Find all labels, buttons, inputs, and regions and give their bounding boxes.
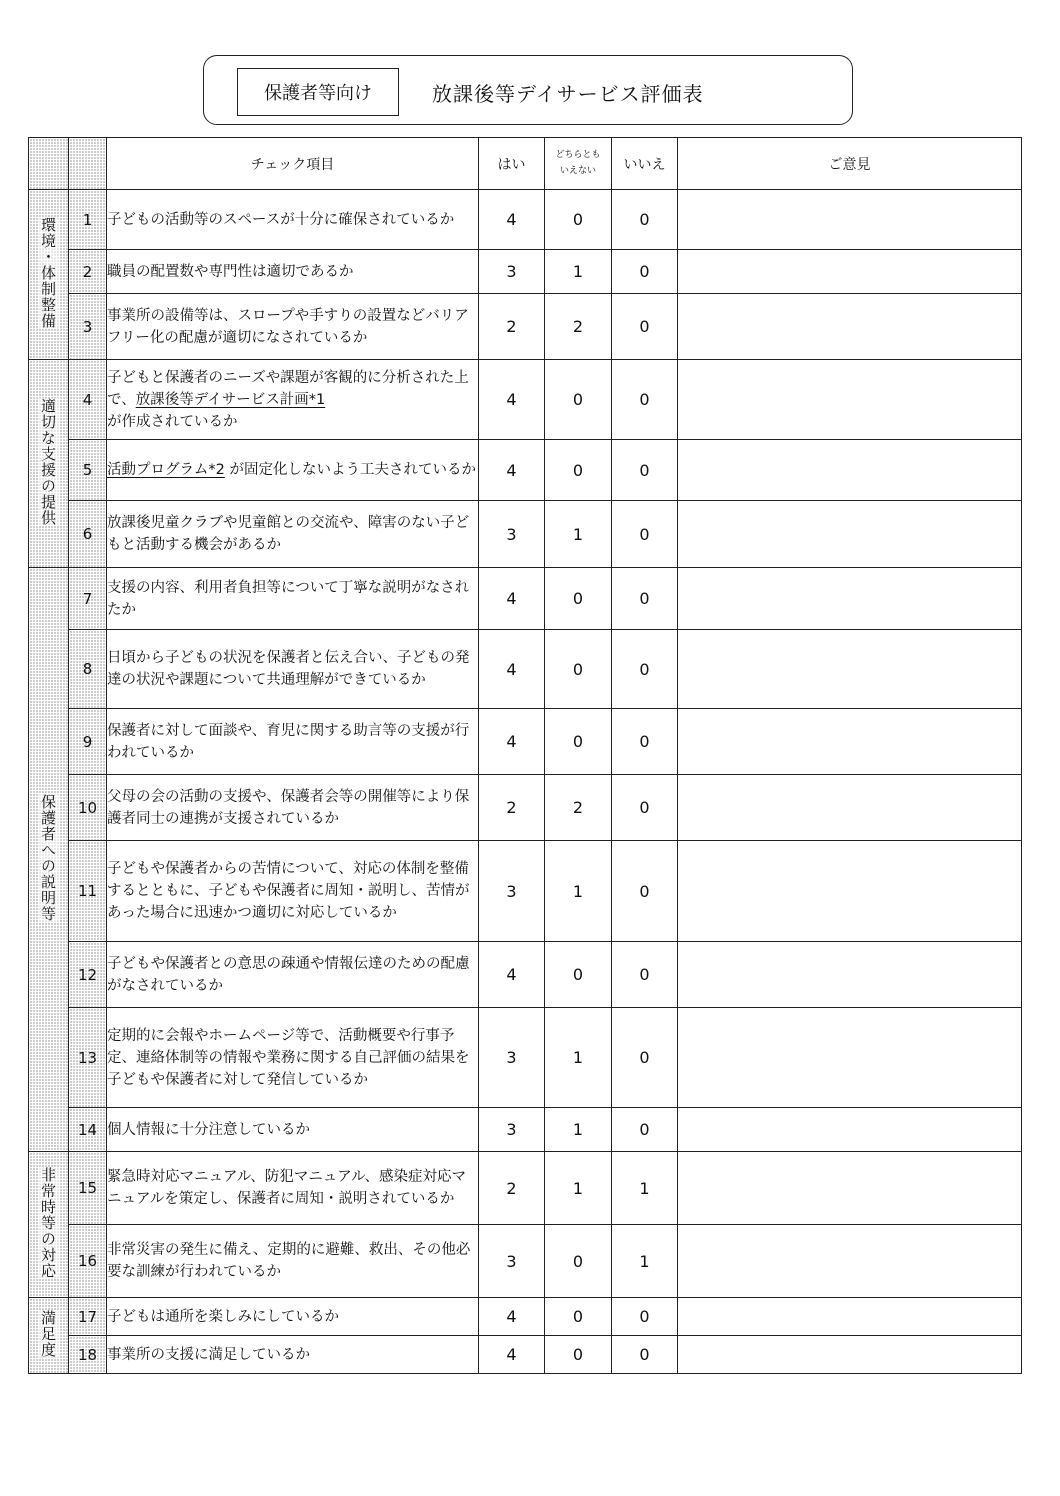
yes-count: 2 <box>479 775 545 841</box>
title-box <box>203 55 853 125</box>
table-row <box>29 1152 1022 1225</box>
neither-count: 2 <box>545 294 612 360</box>
no-count: 0 <box>612 190 678 250</box>
check-item: 子どもと保護者のニーズや課題が客観的に分析された上で、放課後等デイサービス計画*1 が作成されているか <box>107 360 479 440</box>
neither-count: 0 <box>545 630 612 709</box>
category-header <box>29 138 69 190</box>
table-row <box>29 1336 1022 1374</box>
yes-count: 2 <box>479 1152 545 1225</box>
row-number: 14 <box>69 1108 107 1152</box>
opinion-cell <box>678 501 1022 568</box>
no-count: 0 <box>612 775 678 841</box>
check-item: 放課後児童クラブや児童館との交流や、障害のない子どもと活動する機会があるか <box>107 501 479 568</box>
yes-header: はい <box>479 138 545 190</box>
row-number: 5 <box>69 440 107 501</box>
no-count: 0 <box>612 250 678 294</box>
row-number: 16 <box>69 1225 107 1298</box>
check-item: 事業所の設備等は、スロープや手すりの設置などバリアフリー化の配慮が適切になされているか <box>107 294 479 360</box>
neither-count: 1 <box>545 1008 612 1108</box>
opinion-cell <box>678 1225 1022 1298</box>
no-count: 0 <box>612 841 678 942</box>
table-row <box>29 1108 1022 1152</box>
header-row <box>29 138 1022 190</box>
item-header: チェック項目 <box>107 138 479 190</box>
no-count: 0 <box>612 501 678 568</box>
yes-count: 4 <box>479 190 545 250</box>
yes-count: 3 <box>479 1225 545 1298</box>
neither-count: 1 <box>545 1108 612 1152</box>
table-row <box>29 568 1022 630</box>
neither-count: 1 <box>545 250 612 294</box>
program-reference: 活動プログラム*2 <box>107 462 225 478</box>
opinion-cell <box>678 440 1022 501</box>
neither-count: 0 <box>545 709 612 775</box>
yes-count: 4 <box>479 360 545 440</box>
row-number: 13 <box>69 1008 107 1108</box>
neither-count: 1 <box>545 1152 612 1225</box>
yes-count: 3 <box>479 501 545 568</box>
check-item: 子どもや保護者からの苦情について、対応の体制を整備するとともに、子どもや保護者に周知・説明し、苦情があった場合に迅速かつ適切に対応しているか <box>107 841 479 942</box>
yes-count: 4 <box>479 630 545 709</box>
row-number: 9 <box>69 709 107 775</box>
opinion-cell <box>678 360 1022 440</box>
row-number: 15 <box>69 1152 107 1225</box>
no-count: 0 <box>612 568 678 630</box>
neither-count: 0 <box>545 1336 612 1374</box>
no-count: 0 <box>612 1298 678 1336</box>
row-number: 2 <box>69 250 107 294</box>
opinion-cell <box>678 709 1022 775</box>
neither-count: 0 <box>545 942 612 1008</box>
neither-count: 1 <box>545 501 612 568</box>
check-item: 緊急時対応マニュアル、防犯マニュアル、感染症対応マニュアルを策定し、保護者に周知・説明されているか <box>107 1152 479 1225</box>
yes-count: 4 <box>479 1336 545 1374</box>
no-count: 0 <box>612 1336 678 1374</box>
table-row <box>29 775 1022 841</box>
check-item: 保護者に対して面談や、育児に関する助言等の支援が行われているか <box>107 709 479 775</box>
table-row <box>29 360 1022 440</box>
opinion-cell <box>678 1152 1022 1225</box>
no-count: 0 <box>612 294 678 360</box>
table-row <box>29 630 1022 709</box>
table-row <box>29 841 1022 942</box>
opinion-cell <box>678 190 1022 250</box>
opinion-cell <box>678 1298 1022 1336</box>
opinion-header: ご意見 <box>678 138 1022 190</box>
no-count: 0 <box>612 630 678 709</box>
neither-count: 0 <box>545 1298 612 1336</box>
check-item: 支援の内容、利用者負担等について丁寧な説明がなされたか <box>107 568 479 630</box>
check-item: 職員の配置数や専門性は適切であるか <box>107 250 479 294</box>
row-number: 8 <box>69 630 107 709</box>
neither-count: 2 <box>545 775 612 841</box>
neither-count: 1 <box>545 841 612 942</box>
row-number: 7 <box>69 568 107 630</box>
category-satisfaction: 満足度 <box>29 1298 69 1374</box>
opinion-cell <box>678 630 1022 709</box>
opinion-cell <box>678 1108 1022 1152</box>
number-header <box>69 138 107 190</box>
no-count: 0 <box>612 1108 678 1152</box>
table-row <box>29 942 1022 1008</box>
no-count: 1 <box>612 1225 678 1298</box>
no-count: 1 <box>612 1152 678 1225</box>
page-title: 放課後等デイサービス評価表 <box>432 82 704 106</box>
plan-reference: 放課後等デイサービス計画*1 <box>135 391 326 408</box>
yes-count: 3 <box>479 250 545 294</box>
no-count: 0 <box>612 1008 678 1108</box>
no-count: 0 <box>612 440 678 501</box>
row-number: 11 <box>69 841 107 942</box>
check-item: 子どもは通所を楽しみにしているか <box>107 1298 479 1336</box>
check-item: 活動プログラム*2 が固定化しないよう工夫されているか <box>107 440 479 501</box>
table-row <box>29 190 1022 250</box>
category-emergency: 非常時等の対応 <box>29 1152 69 1298</box>
opinion-cell <box>678 841 1022 942</box>
check-item: 非常災害の発生に備え、定期的に避難、救出、その他必要な訓練が行われているか <box>107 1225 479 1298</box>
check-item: 子どもの活動等のスペースが十分に確保されているか <box>107 190 479 250</box>
row-number: 12 <box>69 942 107 1008</box>
yes-count: 4 <box>479 568 545 630</box>
yes-count: 4 <box>479 709 545 775</box>
table-row <box>29 1008 1022 1108</box>
yes-count: 3 <box>479 1008 545 1108</box>
yes-count: 4 <box>479 1298 545 1336</box>
table-row <box>29 294 1022 360</box>
category-explanation: 保護者への説明等 <box>29 568 69 1152</box>
table-row <box>29 440 1022 501</box>
opinion-cell <box>678 942 1022 1008</box>
neither-header: どちらとも いえない <box>545 138 612 190</box>
no-header: いいえ <box>612 138 678 190</box>
row-number: 4 <box>69 360 107 440</box>
yes-count: 3 <box>479 1108 545 1152</box>
opinion-cell <box>678 294 1022 360</box>
category-environment: 環境・体制整備 <box>29 190 69 360</box>
opinion-cell <box>678 568 1022 630</box>
opinion-cell <box>678 250 1022 294</box>
table-row <box>29 501 1022 568</box>
check-item: 個人情報に十分注意しているか <box>107 1108 479 1152</box>
category-support: 適切な支援の提供 <box>29 360 69 568</box>
row-number: 6 <box>69 501 107 568</box>
no-count: 0 <box>612 360 678 440</box>
opinion-cell <box>678 1336 1022 1374</box>
audience-label: 保護者等向け <box>237 68 399 116</box>
table-row <box>29 1298 1022 1336</box>
yes-count: 3 <box>479 841 545 942</box>
no-count: 0 <box>612 709 678 775</box>
check-item: 事業所の支援に満足しているか <box>107 1336 479 1374</box>
yes-count: 4 <box>479 942 545 1008</box>
opinion-cell <box>678 1008 1022 1108</box>
neither-count: 0 <box>545 440 612 501</box>
evaluation-table <box>28 137 1022 1374</box>
check-item: 子どもや保護者との意思の疎通や情報伝達のための配慮がなされているか <box>107 942 479 1008</box>
row-number: 1 <box>69 190 107 250</box>
table-row <box>29 1225 1022 1298</box>
opinion-cell <box>678 775 1022 841</box>
check-item: 定期的に会報やホームページ等で、活動概要や行事予定、連絡体制等の情報や業務に関する自己評価の結果を子どもや保護者に対して発信しているか <box>107 1008 479 1108</box>
yes-count: 4 <box>479 440 545 501</box>
table-row <box>29 250 1022 294</box>
neither-count: 0 <box>545 360 612 440</box>
row-number: 18 <box>69 1336 107 1374</box>
check-item: 父母の会の活動の支援や、保護者会等の開催等により保護者同士の連携が支援されているか <box>107 775 479 841</box>
yes-count: 2 <box>479 294 545 360</box>
row-number: 10 <box>69 775 107 841</box>
no-count: 0 <box>612 942 678 1008</box>
check-item: 日頃から子どもの状況を保護者と伝え合い、子どもの発達の状況や課題について共通理解ができているか <box>107 630 479 709</box>
neither-count: 0 <box>545 568 612 630</box>
neither-count: 0 <box>545 190 612 250</box>
row-number: 3 <box>69 294 107 360</box>
neither-count: 0 <box>545 1225 612 1298</box>
table-row <box>29 709 1022 775</box>
row-number: 17 <box>69 1298 107 1336</box>
